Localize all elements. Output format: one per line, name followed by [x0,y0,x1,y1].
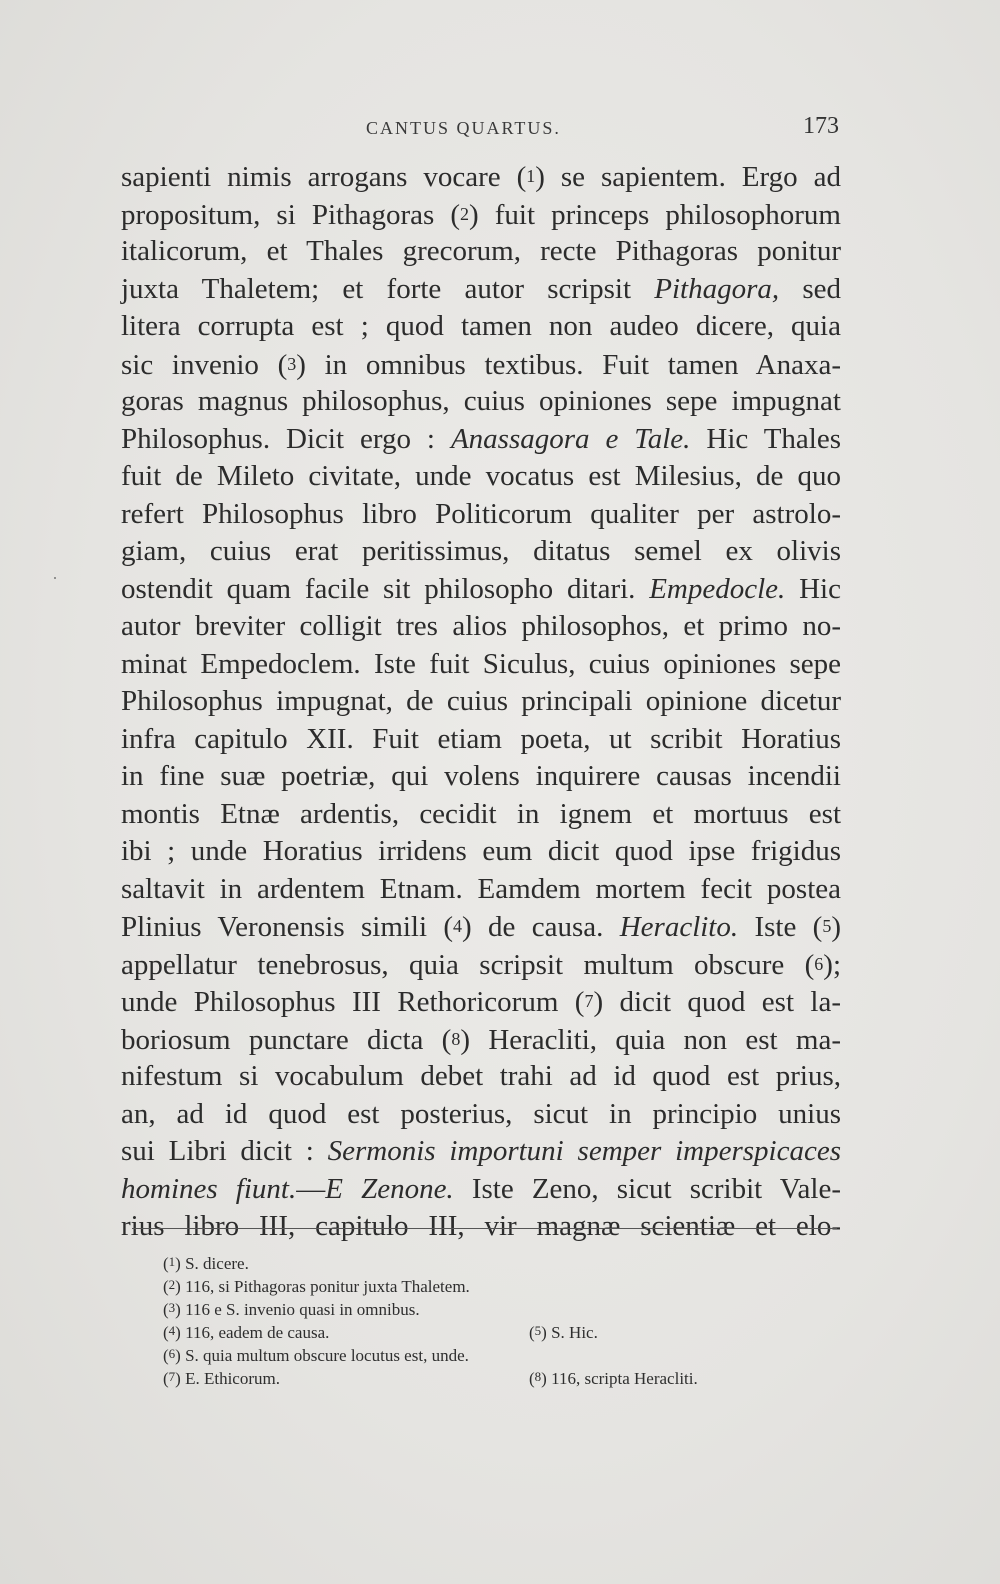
footnote-text: 116, si Pithagoras ponitur juxta Thaletem. [185,1277,470,1296]
footnote-left [163,1273,470,1298]
text-run: — [296,1172,326,1205]
text-run: infra capitulo XII. Fuit etiam poeta, ut scribit Horatius [121,722,841,755]
footnotes-block [163,1250,823,1388]
footnote-row [163,1296,823,1319]
text-line [121,758,841,796]
footnote-row [163,1319,823,1342]
paren: ) [175,1323,186,1342]
footnote-text: S. quia multum obscure locutus est, unde. [185,1346,469,1365]
paren: ) [175,1369,186,1388]
footnote-rule [132,1228,837,1229]
text-run: nifestum si vocabulum debet trahi ad id quod est prius, [121,1060,841,1092]
italic-phrase: Empedocle. [649,572,786,605]
text-run: ) in omnibus textibus. Fuit tamen Anaxa- [296,348,841,381]
footnote-text: 116, eadem de causa. [185,1323,330,1342]
text-run: montis Etnæ ardentis, cecidit in ignem et mortuus est [121,797,841,830]
text-run: Plinius Veronensis simili ( [121,911,454,943]
text-line [121,158,841,196]
paren: ) [541,1323,552,1342]
paren: ( [163,1277,169,1296]
text-run: propositum, si Pithagoras ( [121,198,460,231]
text-run: ) de causa. [462,911,620,943]
text-run: autor breviter colligit tres alios philosophos, et primo no- [121,610,841,642]
italic-phrase: homines fiunt. [121,1172,297,1205]
footnote-reference: 3 [287,353,297,374]
text-line [121,796,841,834]
footnote-row [163,1250,823,1273]
text-run: saltavit in ardentem Etnam. Eamdem mortem fecit postea [121,872,841,905]
paren: ( [163,1346,169,1365]
text-run: sui Libri dicit : [121,1135,328,1167]
text-line [121,458,841,496]
text-run: rius libro III, capitulo III, vir magnæ scientiæ et elo- [121,1210,841,1242]
text-line [121,721,841,759]
text-line [121,271,841,309]
italic-phrase: E Zenone. [325,1172,454,1205]
footnote-left [163,1365,280,1390]
main-text-block [121,158,841,1246]
text-line [121,833,841,871]
text-run: appellatur tenebrosus, quia scripsit multum obscure ( [121,948,815,981]
paren: ( [163,1323,169,1342]
paren: ) [175,1277,186,1296]
footnote-right [529,1365,698,1390]
footnote-row [163,1365,823,1388]
text-run: fuit de Mileto civitate, unde vocatus est Milesius, de quo [121,460,841,492]
text-run: ostendit quam facile sit philosopho ditari. [121,572,650,605]
text-run: italicorum, et Thales grecorum, recte Pithagoras ponitur [121,235,841,267]
text-line [121,383,841,421]
text-run: unde Philosophus III Rethoricorum ( [121,986,585,1018]
italic-phrase: Sermonis importuni semper imperspicaces [327,1135,841,1167]
italic-phrase: Pithagora, [654,272,780,305]
paren: ) [175,1254,186,1273]
footnote-left [163,1250,249,1275]
footnote-row [163,1342,823,1365]
text-line [121,496,841,534]
text-run: ); [823,948,841,981]
text-run: minat Empedoclem. Iste fuit Siculus, cuius opiniones sepe [121,647,841,680]
text-run: Hic [785,572,841,605]
text-line [121,683,841,721]
text-run: in fine suæ poetriæ, qui volens inquirere causas incendii [121,760,841,792]
text-run: Philosophus impugnat, de cuius principali opinione dicetur [121,685,841,717]
text-run: sapienti nimis arrogans vocare ( [121,161,527,193]
paren: ) [175,1300,186,1319]
text-line [121,983,841,1021]
text-line [121,1021,841,1059]
text-run: ) fuit princeps philosophorum [469,198,841,231]
footnote-text: 116, scripta Heracliti. [551,1369,698,1388]
paren: ( [163,1369,169,1388]
footnote-text: S. Hic. [551,1323,598,1342]
text-run: giam, cuius erat peritissimus, ditatus semel ex olivis [121,535,841,567]
paren: ( [163,1254,169,1273]
italic-phrase: Heraclito. [619,911,739,943]
footnote-left [163,1342,469,1367]
text-line [121,1208,841,1246]
footnote-reference: 4 [453,916,463,936]
footnote-text: E. Ethicorum. [185,1369,280,1388]
paren: ) [175,1346,186,1365]
text-line [121,908,841,946]
text-line [121,571,841,609]
footnote-mark: 7 [168,1369,176,1384]
text-run: Hic Thales [690,422,841,455]
text-run: sed [779,272,841,305]
text-line [121,308,841,346]
text-run: litera corrupta est ; quod tamen non audeo dicere, quia [121,310,841,342]
paren: ( [529,1369,535,1388]
text-line [121,946,841,984]
text-run: sic invenio ( [121,348,288,381]
footnote-mark: 5 [534,1323,542,1338]
footnote-mark: 6 [168,1346,176,1361]
text-line [121,421,841,459]
footnote-left [163,1296,420,1321]
text-run: juxta Thaletem; et forte autor scripsit [121,272,655,305]
footnote-mark: 1 [168,1254,176,1269]
text-run: ) dicit quod est la- [593,986,841,1018]
footnote-mark: 4 [168,1323,176,1338]
paren: ( [529,1323,535,1342]
paren: ( [163,1300,169,1319]
footnote-reference: 1 [526,166,536,186]
footnote-left [163,1319,329,1344]
footnote-mark: 2 [168,1277,176,1292]
text-line [121,533,841,571]
running-title: CANTUS QUARTUS. [366,118,561,138]
text-line [121,196,841,234]
text-line [121,608,841,646]
text-line [121,1058,841,1096]
text-line [121,233,841,271]
text-line [121,871,841,909]
text-line [121,1133,841,1171]
text-run: ) Heracliti, quia non est ma- [460,1023,841,1056]
footnote-mark: 8 [534,1369,542,1384]
footnote-reference: 8 [451,1028,461,1049]
footnote-mark: 3 [168,1300,176,1315]
footnote-reference: 2 [460,203,469,224]
text-run: Philosophus. Dicit ergo : [121,422,451,455]
text-run: Iste Zeno, sicut scribit Vale- [453,1172,841,1205]
paper-speck [54,577,56,579]
text-run: refert Philosophus libro Politicorum qualiter per astrolo- [121,497,841,530]
text-run: goras magnus philosophus, cuius opiniones sepe impugnat [121,385,841,417]
italic-phrase: Anassagora e Tale. [450,422,691,455]
text-run: ibi ; unde Horatius irridens eum dicit quod ipse frigidus [121,835,841,867]
text-line [121,1096,841,1134]
text-line [121,1171,841,1209]
paren: ) [541,1369,552,1388]
footnote-right [529,1319,598,1344]
footnote-text: 116 e S. invenio quasi in omnibus. [185,1300,420,1319]
footnote-reference: 7 [584,991,594,1011]
text-run: boriosum punctare dicta ( [121,1023,452,1056]
text-run: ) se sapientem. Ergo ad [535,161,841,193]
footnote-text: S. dicere. [185,1254,249,1273]
text-run: ) [831,911,841,943]
text-run: an, ad id quod est posterius, sicut in principio unius [121,1097,841,1130]
page-number: 173 [803,113,839,139]
text-line [121,646,841,684]
footnote-row [163,1273,823,1296]
footnote-reference: 5 [822,916,832,936]
footnote-reference: 6 [814,953,824,974]
text-run: Iste ( [738,911,823,943]
text-line [121,346,841,384]
